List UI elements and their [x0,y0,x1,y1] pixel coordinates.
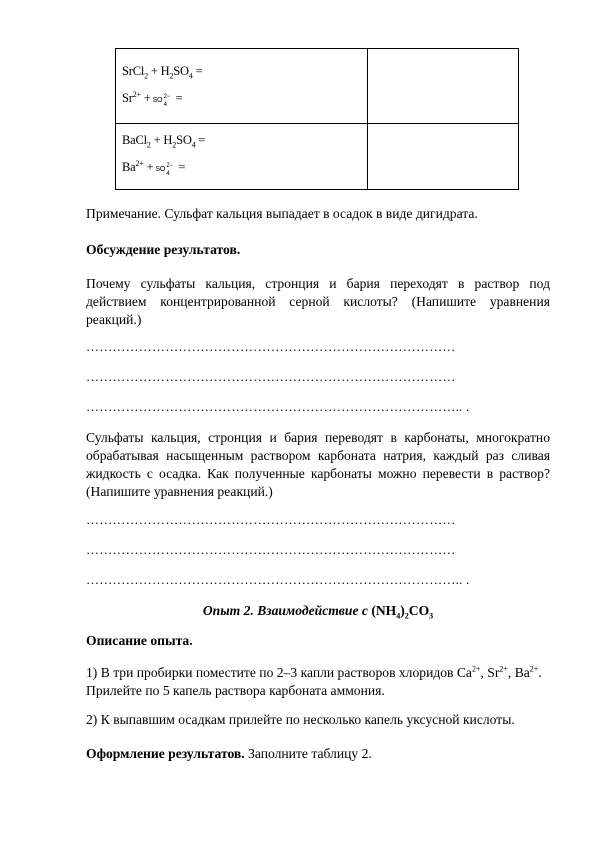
question-2: Сульфаты кальция, стронция и бария переводят в карбонаты, многократно обрабатывая насыщенным раствором карбоната натрия, каждый раз сливая жидкость с осадка. Как полученные карбонаты можно перевести в раствор? (Напишите уравнения реакций.) [86,430,550,499]
equation-cell [116,49,368,124]
question-1: Почему сульфаты кальция, стронция и бария переходят в раствор под действием концентрированной серной кислоты? (Напишите уравнения реакций.) [86,276,550,327]
ammonium-carbonate-formula: $(NH_4)_2CO_3$ [371,603,434,621]
description-heading: Описание опыта. [86,633,193,648]
step-2: 2) К выпавшим осадкам прилейте по несколько капель уксусной кислоты. [86,712,515,727]
answer-line[interactable]: ………………………………………………………………………… [86,512,456,527]
answer-line[interactable]: ………………………………………………………………………….. . [86,572,470,587]
observation-cell[interactable] [368,124,519,190]
note-paragraph: Примечание. Сульфат кальция выпадает в осадок в виде дигидрата. [86,206,478,221]
sulfate-ion: SO 2− 4 [152,94,171,109]
discussion-heading: Обсуждение результатов. [86,242,241,257]
step-1: 1) В три пробирки поместите по 2–3 капли растворов хлоридов $Ca^{2+}$, $Sr^{2+}$, $Ba^{2+}$. Прилейте по 5 капель раствора карбоната аммония. [86,664,542,698]
answer-line[interactable]: ………………………………………………………………………… [86,339,456,354]
equation-cell [116,124,368,190]
ionic-equation-line: $Sr^{2+}$ + SO 2− 4 = [122,89,183,109]
sulfate-ion: SO 2− 4 [155,163,173,178]
observation-cell[interactable] [368,49,519,124]
results-instruction: Оформление результатов. Заполните таблицу 2. [86,746,372,761]
equation-line: BaCl$_2$ + $H_2SO_4$ = [122,133,206,150]
experiment-title: Опыт 2. Взаимодействие с $(NH_4)_2CO_3$ [202,603,434,621]
answer-line[interactable]: ………………………………………………………………………… [86,369,456,384]
answer-line[interactable]: ………………………………………………………………………… [86,542,456,557]
table-row [116,124,519,190]
equation-line: SrCl$_2$ + $H_2SO_4$ = [122,64,203,81]
table-row [116,49,519,124]
ionic-equation-line: $Ba^{2+}$ + SO 2− 4 = [122,158,186,178]
reaction-table [115,48,519,190]
answer-line[interactable]: ………………………………………………………………………….. . [86,399,470,414]
